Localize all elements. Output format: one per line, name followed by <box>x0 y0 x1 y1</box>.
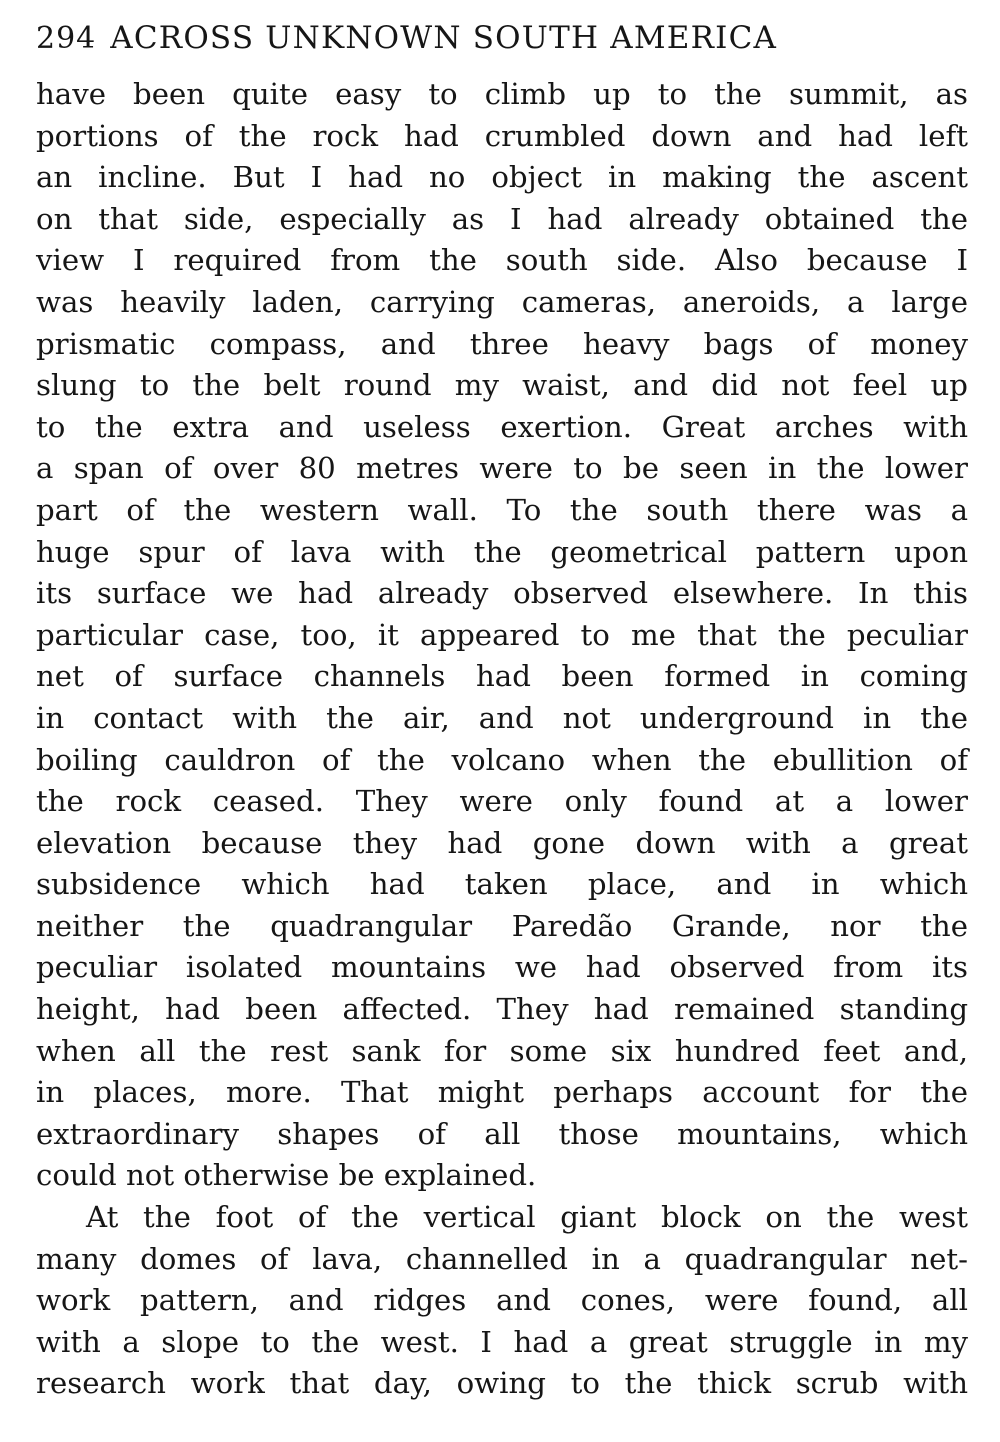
text-line: with a slope to the west. I had a great struggle in my <box>36 1324 968 1359</box>
text-line: have been quite easy to climb up to the summit, as <box>36 77 968 111</box>
text-line: portions of the rock had crumbled down and had left <box>36 118 968 153</box>
paragraph-1 <box>36 74 968 1197</box>
text-line: when all the rest sank for some six hundred feet and, <box>36 1033 968 1068</box>
text-line: on that side, especially as I had already obtained the <box>36 201 968 236</box>
text-line: huge spur of lava with the geometrical pattern upon <box>36 534 968 569</box>
text-line: an incline. But I had no object in making the ascent <box>36 160 968 195</box>
text-line: boiling cauldron of the volcano when the ebullition of <box>36 742 968 777</box>
text-line: neither the quadrangular Paredão Grande, nor the <box>36 908 968 943</box>
book-page <box>36 20 968 1405</box>
paragraph-2 <box>36 1197 968 1405</box>
text-line: the rock ceased. They were only found at a lower <box>36 784 968 819</box>
text-line: in contact with the air, and not underground in the <box>36 700 968 735</box>
text-line: view I required from the south side. Also because I <box>36 243 968 278</box>
text-line: was heavily laden, carrying cameras, aneroids, a large <box>36 284 968 319</box>
text-line: many domes of lava, channelled in a quadrangular net- <box>36 1241 968 1276</box>
page-number: 294 <box>36 21 97 56</box>
text-line: a span of over 80 metres were to be seen in the lower <box>36 451 968 486</box>
text-line: net of surface channels had been formed in coming <box>36 659 968 694</box>
text-line: to the extra and useless exertion. Great arches with <box>36 409 968 444</box>
text-line: At the foot of the vertical giant block on the west <box>86 1200 968 1235</box>
text-line: research work that day, owing to the thick scrub with <box>36 1366 968 1401</box>
text-line: subsidence which had taken place, and in which <box>36 867 968 902</box>
text-line: peculiar isolated mountains we had observed from its <box>36 950 968 985</box>
text-line: its surface we had already observed elsewhere. In this <box>36 576 968 611</box>
text-line: slung to the belt round my waist, and did not feel up <box>36 368 968 403</box>
running-title: ACROSS UNKNOWN SOUTH AMERICA <box>110 20 778 56</box>
text-line: part of the western wall. To the south there was a <box>36 492 968 527</box>
body-text <box>36 74 968 1405</box>
text-line: work pattern, and ridges and cones, were found, all <box>36 1283 968 1318</box>
text-line: extraordinary shapes of all those mountains, which <box>36 1116 968 1151</box>
text-line: height, had been affected. They had remained standing <box>36 992 968 1027</box>
page-header <box>36 20 968 74</box>
text-line: could not otherwise be explained. <box>36 1158 537 1193</box>
text-line: in places, more. That might perhaps account for the <box>36 1075 968 1110</box>
text-line: particular case, too, it appeared to me that the peculiar <box>36 617 968 652</box>
text-line: elevation because they had gone down with a great <box>36 825 968 860</box>
text-line: prismatic compass, and three heavy bags of money <box>36 326 968 361</box>
